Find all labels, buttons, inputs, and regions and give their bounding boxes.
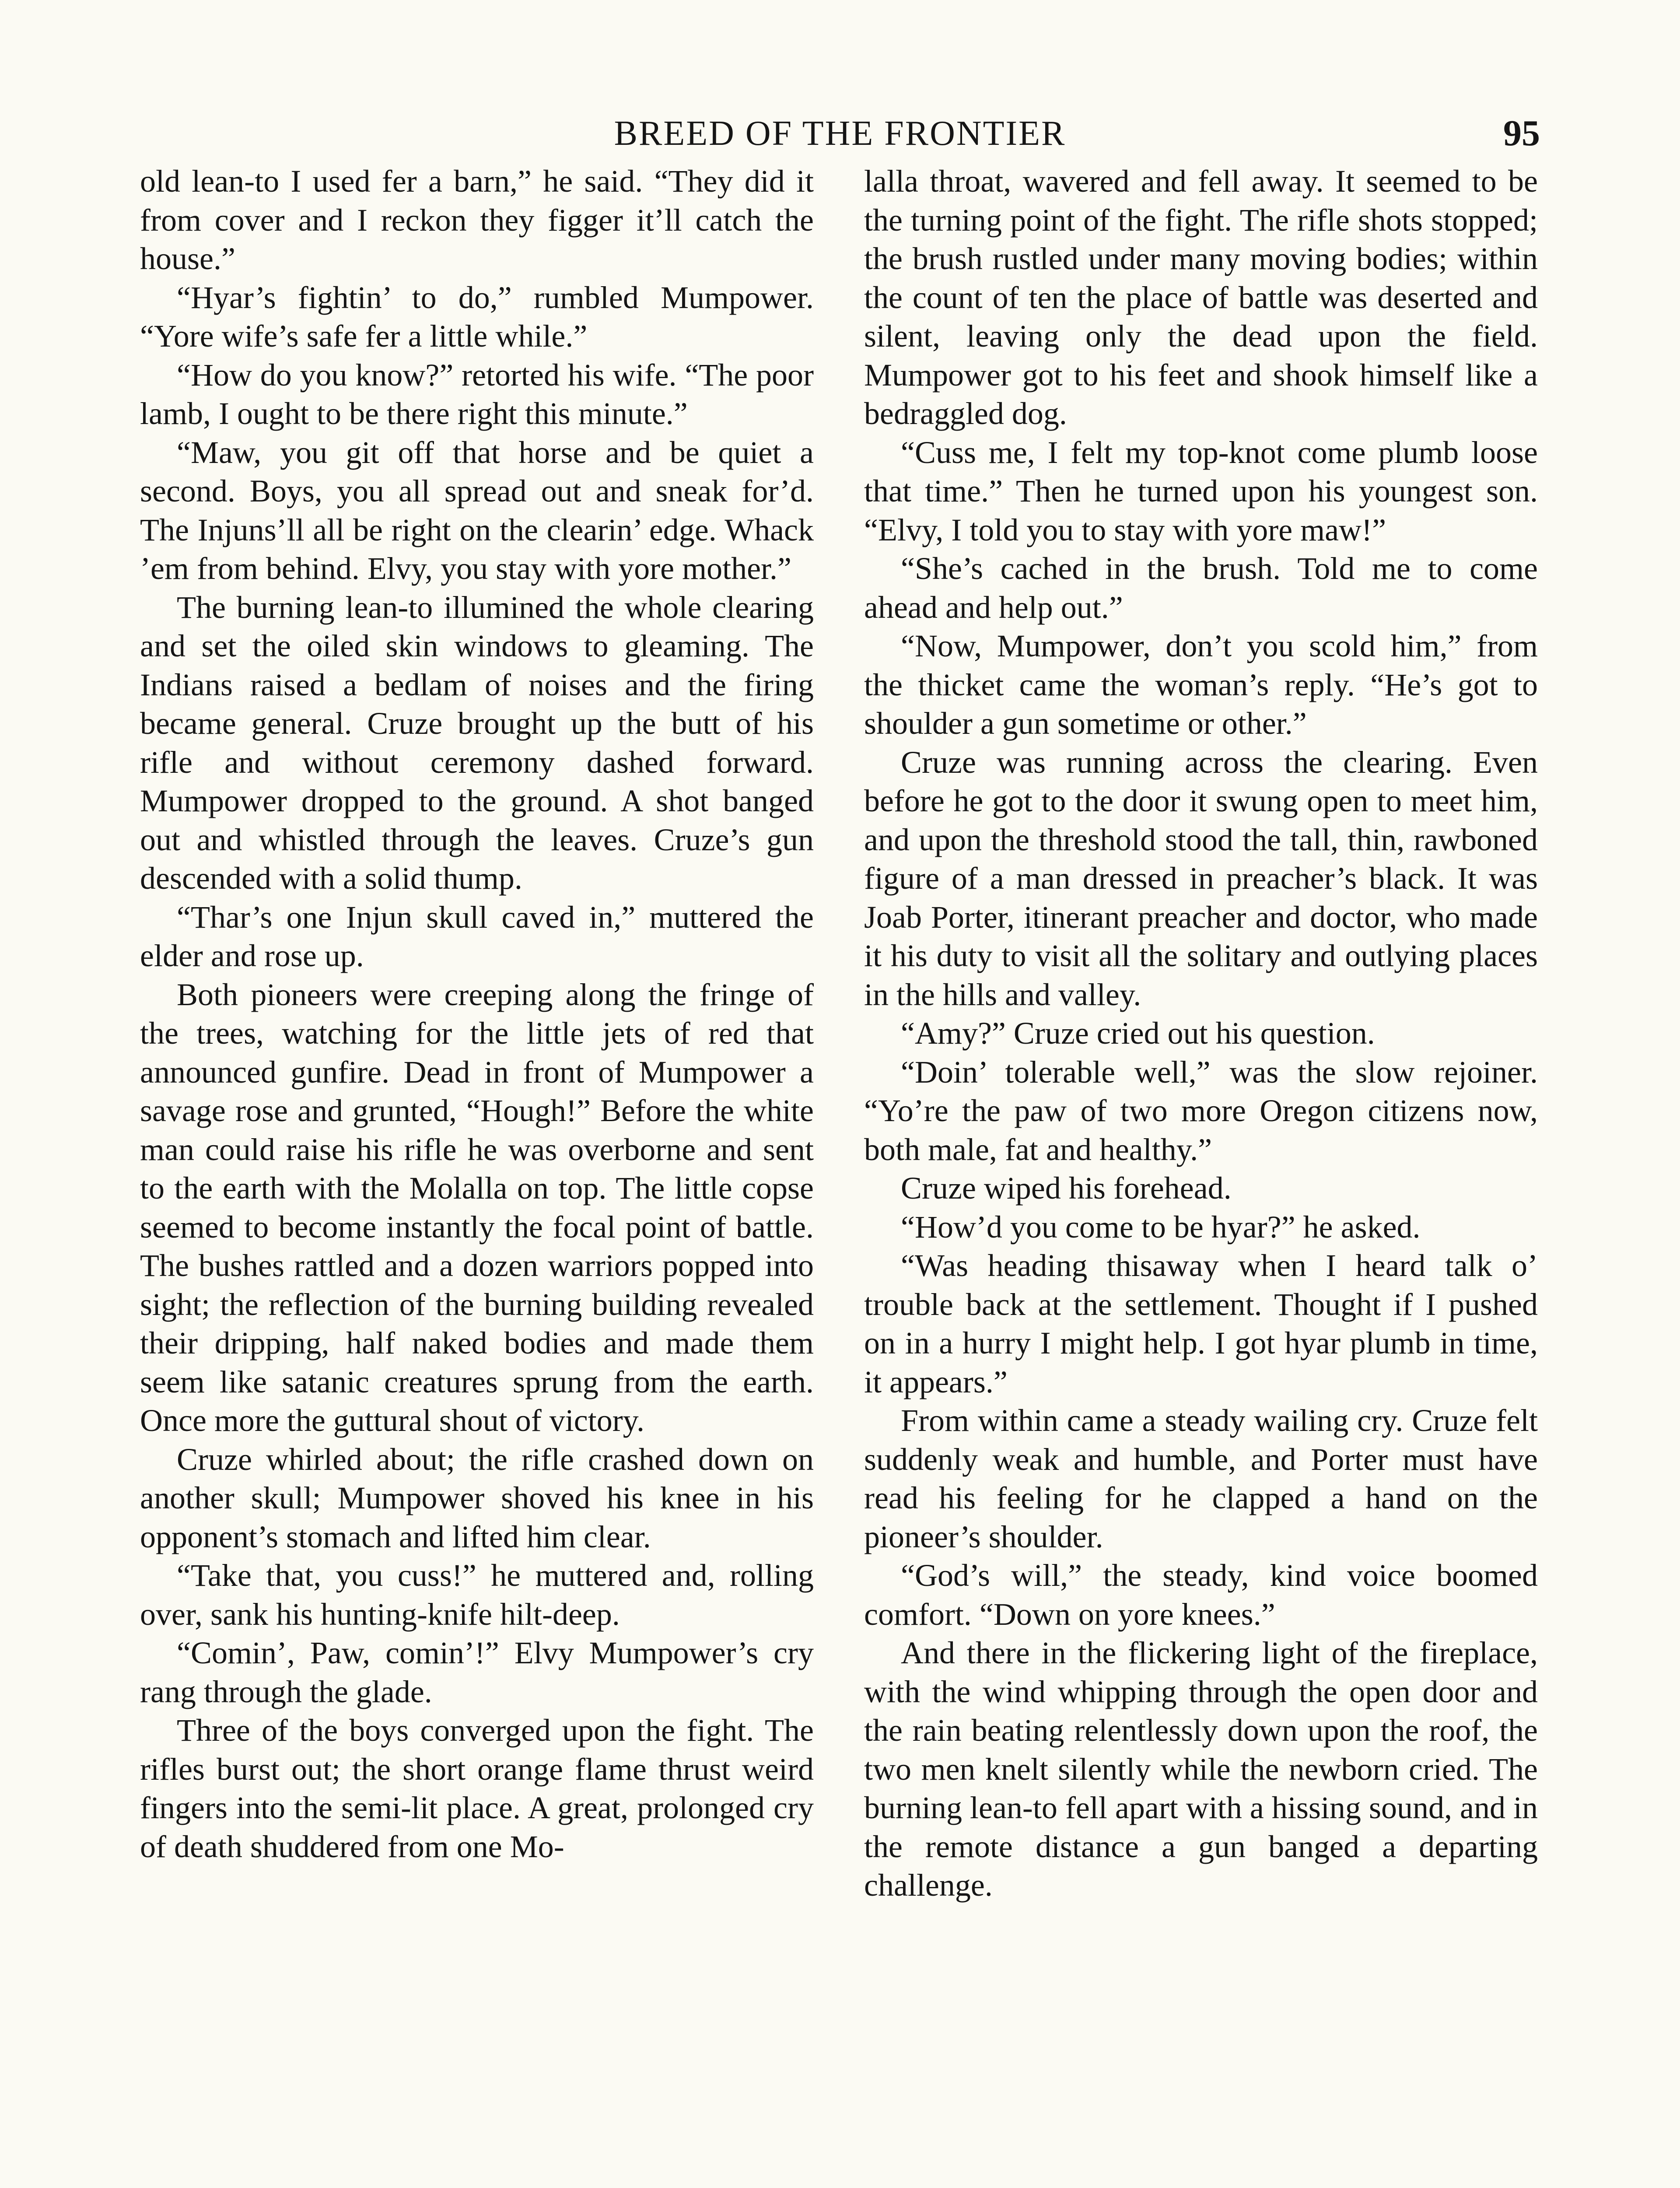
- paragraph: “Take that, you cuss!” he muttered and, rolling over, sank his hunting-knife hilt-deep.: [140, 1558, 814, 1632]
- paragraph: “Amy?” Cruze cried out his question.: [901, 1016, 1375, 1051]
- paragraph: The burning lean-to illumined the whole clearing and set the oiled skin windows to gleaming. The Indians raised a bedlam of noises and the firing became general. Cruze brought up the butt of his rifle and without ceremony dashed forward. Mumpower dropped to the ground. A shot banged out and whistled through the leaves. Cruze’s gun descended with a solid thump.: [140, 589, 814, 896]
- paragraph: From within came a steady wailing cry. Cruze felt suddenly weak and humble, and Porter must have read his feeling for he clapped a hand on the pioneer’s shoulder.: [864, 1403, 1538, 1554]
- paragraph: “Now, Mumpower, don’t you scold him,” from the thicket came the woman’s reply. “He’s got to shoulder a gun sometime or other.”: [864, 628, 1538, 741]
- page-number: 95: [1503, 113, 1540, 154]
- left-column: [140, 162, 814, 1866]
- paragraph: Cruze whirled about; the rifle crashed down on another skull; Mumpower shoved his knee in his opponent’s stomach and lifted him clear.: [140, 1441, 814, 1554]
- page-header: [140, 109, 1540, 158]
- paragraph: “Comin’, Paw, comin’!” Elvy Mumpower’s cry rang through the glade.: [140, 1635, 814, 1709]
- right-column: [864, 162, 1538, 1905]
- paragraph: “Hyar’s fightin’ to do,” rumbled Mumpower. “Yore wife’s safe fer a little while.”: [140, 280, 814, 354]
- paragraph: Three of the boys converged upon the fight. The rifles burst out; the short orange flame thrust weird fingers into the semi-lit place. A great, prolonged cry of death shuddered from one Mo-: [140, 1713, 814, 1864]
- paragraph: “God’s will,” the steady, kind voice boomed comfort. “Down on yore knees.”: [864, 1558, 1538, 1632]
- paragraph: “Maw, you git off that horse and be quiet a second. Boys, you all spread out and sneak for’d. The Injuns’ll all be right on the clearin’ edge. Whack ’em from behind. Elvy, you stay with yore mother.”: [140, 435, 814, 586]
- paragraph: Cruze wiped his forehead.: [901, 1171, 1232, 1206]
- paragraph: “Doin’ tolerable well,” was the slow rejoiner. “Yo’re the paw of two more Oregon citizens now, both male, fat and healthy.”: [864, 1054, 1538, 1167]
- paragraph: “She’s cached in the brush. Told me to come ahead and help out.”: [864, 551, 1538, 625]
- paragraph: old lean-to I used fer a barn,” he said. “They did it from cover and I reckon they figger it’ll catch the house.”: [140, 164, 814, 276]
- paragraph: Both pioneers were creeping along the fringe of the trees, watching for the little jets of red that announced gunfire. Dead in front of Mumpower a savage rose and grunted, “Hough!” Before the white man could raise his rifle he was overborne and sent to the earth with the Molalla on top. The little copse seemed to become instantly the focal point of battle. The bushes rattled and a dozen warriors popped into sight; the reflection of the burning building revealed their dripping, half naked bodies and made them seem like satanic creatures sprung from the earth. Once more the guttural shout of victory.: [140, 977, 814, 1438]
- paragraph: “How’d you come to be hyar?” he asked.: [901, 1209, 1421, 1245]
- running-head: BREED OF THE FRONTIER: [614, 114, 1066, 153]
- paragraph: “How do you know?” retorted his wife. “The poor lamb, I ought to be there right this minute.”: [140, 357, 814, 431]
- paragraph: lalla throat, wavered and fell away. It seemed to be the turning point of the fight. The rifle shots stopped; the brush rustled under many moving bodies; within the count of ten the place of battle was deserted and silent, leaving only the dead upon the field. Mumpower got to his feet and shook himself like a bedraggled dog.: [864, 164, 1538, 431]
- paragraph: And there in the flickering light of the fireplace, with the wind whipping through the open door and the rain beating relentlessly down upon the roof, the two men knelt silently while the newborn cried. The burning lean-to fell apart with a hissing sound, and in the remote distance a gun banged a departing challenge.: [864, 1635, 1538, 1903]
- paragraph: “Cuss me, I felt my top-knot come plumb loose that time.” Then he turned upon his youngest son. “Elvy, I told you to stay with yore maw!”: [864, 435, 1538, 547]
- paragraph: Cruze was running across the clearing. Even before he got to the door it swung open to meet him, and upon the threshold stood the tall, thin, rawboned figure of a man dressed in preacher’s black. It was Joab Porter, itinerant preacher and doctor, who made it his duty to visit all the solitary and outlying places in the hills and valley.: [864, 744, 1538, 1012]
- paragraph: “Was heading thisaway when I heard talk o’ trouble back at the settlement. Thought if I pushed on in a hurry I might help. I got hyar plumb in time, it appears.”: [864, 1248, 1538, 1399]
- paragraph: “Thar’s one Injun skull caved in,” muttered the elder and rose up.: [140, 899, 814, 973]
